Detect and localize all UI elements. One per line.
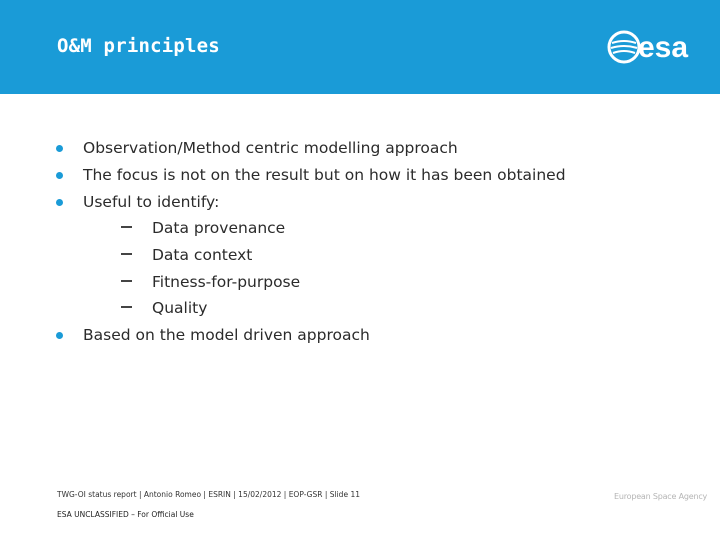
dash-icon: [121, 280, 132, 282]
dash-icon: [121, 306, 132, 308]
sub-bullet-text: Data context: [152, 246, 253, 264]
bullet-text: Useful to identify:: [83, 193, 220, 211]
bullet-dot-icon: [56, 145, 63, 152]
sub-bullet-text: Data provenance: [152, 219, 286, 237]
slide-title: O&M principles: [57, 35, 220, 57]
bullet-text: The focus is not on the result but on how it has been obtained: [83, 166, 566, 184]
dash-icon: [121, 253, 132, 255]
bullet-dot-icon: [56, 199, 63, 206]
bullet-text: Based on the model driven approach: [83, 326, 370, 344]
sub-bullet-text: Quality: [152, 299, 208, 317]
footer-text: TWG-OI status report | Antonio Romeo | ESRIN | 15/02/2012 | EOP-GSR | Slide 11: [57, 490, 360, 499]
bullet-dot-icon: [56, 172, 63, 179]
bullet-dot-icon: [56, 332, 63, 339]
agency-wordmark: European Space Agency: [614, 492, 708, 501]
bullet-text: Observation/Method centric modelling approach: [83, 139, 458, 157]
esa-logo-icon: [606, 29, 704, 65]
logo-text: esa: [638, 31, 689, 64]
sub-bullet-text: Fitness-for-purpose: [152, 273, 301, 291]
dash-icon: [121, 226, 132, 228]
classification-label: ESA UNCLASSIFIED – For Official Use: [57, 510, 194, 519]
